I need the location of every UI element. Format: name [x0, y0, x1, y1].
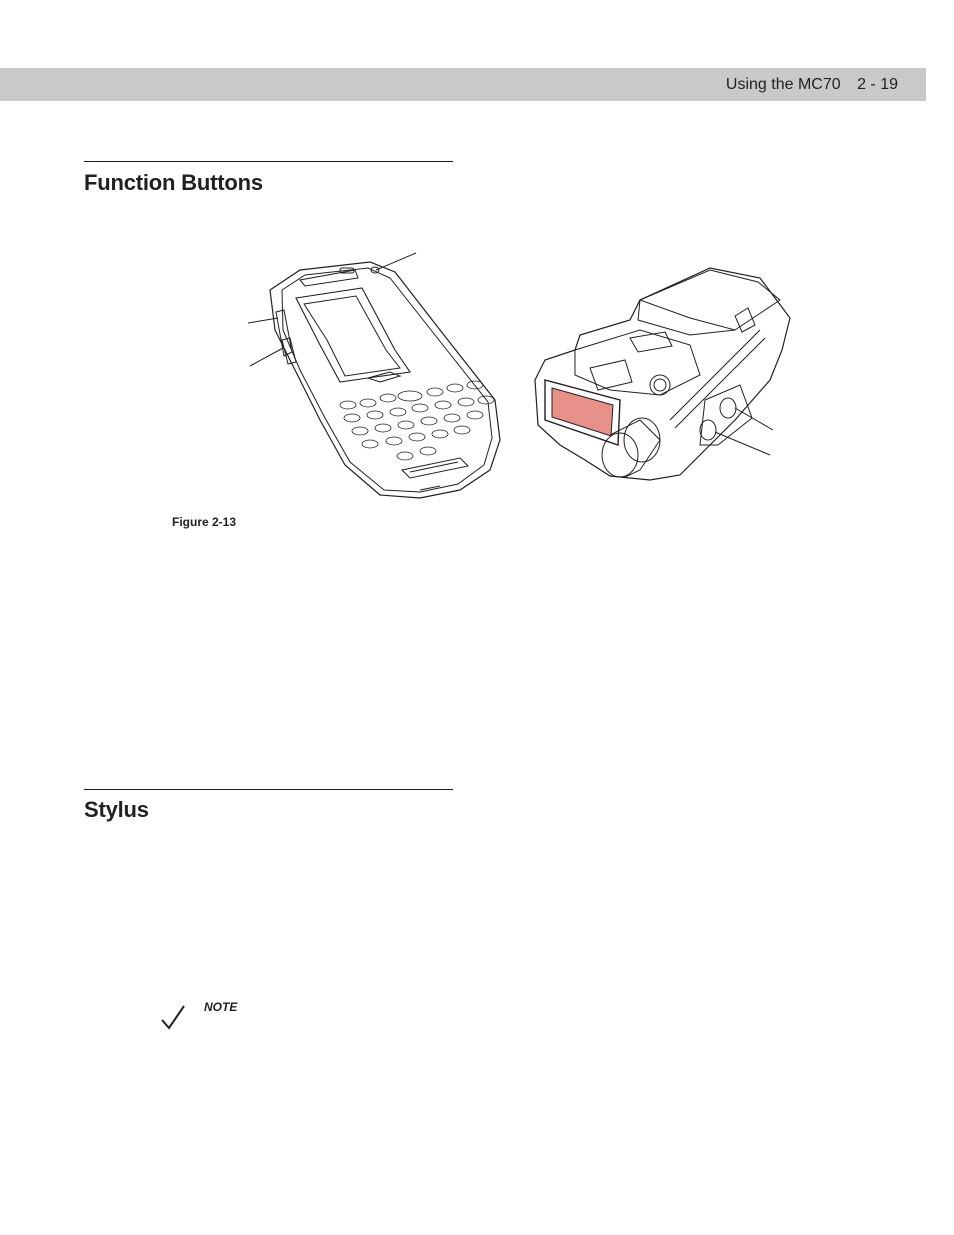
section-heading-function-buttons: Function Buttons	[84, 170, 263, 195]
checkmark-icon	[160, 1004, 186, 1032]
device-front-view	[248, 253, 500, 498]
section-rule	[84, 789, 453, 790]
device-illustration	[240, 240, 800, 510]
figure-caption: Figure 2-13	[172, 515, 237, 529]
running-header	[726, 76, 898, 94]
page-number: 2 - 19	[857, 76, 898, 93]
section-heading-stylus: Stylus	[84, 797, 149, 822]
device-rear-view	[535, 268, 790, 480]
chapter-title: Using the MC70	[725, 76, 841, 93]
note-label: NOTE	[204, 1000, 238, 1014]
section-rule	[84, 161, 453, 162]
